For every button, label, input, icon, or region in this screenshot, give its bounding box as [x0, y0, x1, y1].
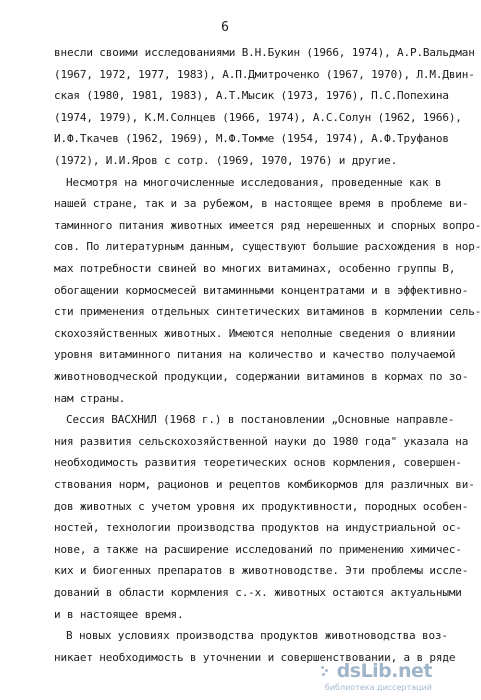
watermark-logo: dsLib.net: [336, 660, 432, 682]
text-line: нове, а также на расширение исследований по применению химичес-: [54, 542, 462, 556]
text-line: И.Ф.Ткачев (1962, 1969), М.Ф.Томме (1954, 1974), А.Ф.Труфанов: [54, 132, 449, 146]
text-line: дований в области кормления с.-х. животных остаются актуальными: [54, 586, 462, 599]
text-line: никает необходимость в уточнении и совершенствовании, а в ряде: [54, 650, 456, 664]
text-line: ствования норм, рационов и рецептов комбикормов для различных ви-: [54, 478, 475, 491]
text-line: животноводческой продукции, содержании витаминов в кормах по зо-: [54, 370, 469, 383]
text-line: необходимость развития теоретических основ кормления, совершен-: [54, 456, 462, 470]
watermark: [324, 660, 432, 696]
text-line: уровня витаминного питания на количество и качество получаемой: [54, 348, 456, 362]
text-line: сов. По литературным данным, существуют большие расхождения в нор-: [54, 240, 481, 254]
text-line: Несмотря на многочисленные исследования, проведенные как в: [66, 175, 442, 189]
text-line: Сессия ВАСХНИЛ (1968 г.) в постановлении „Основные направле-: [66, 413, 455, 427]
text-line: В новых условиях производства продуктов животноводства воз-: [66, 629, 448, 643]
text-line: ская (1980, 1981, 1983), А.Т.Мысик (1973, 1976), П.С.Попехина: [54, 89, 449, 103]
text-line: ния развития сельскохозяйственной науки до 1980 года" указала на: [54, 434, 469, 448]
text-line: (1974, 1979), К.М.Солнцев (1966, 1974), А.С.Солун (1962, 1966),: [54, 110, 462, 124]
text-line: дов животных с учетом уровня их продуктивности, породных особен-: [54, 499, 469, 513]
text-line: таминного питания животных имеется ряд нерешенных и спорных вопро-: [54, 218, 481, 232]
text-line: мах потребности свиней во многих витаминах, особенно группы В,: [54, 262, 456, 275]
watermark-subtitle: библиотека диссертаций: [324, 683, 432, 692]
text-line: и в настоящее время.: [54, 607, 184, 621]
page-number: 6: [221, 20, 229, 35]
text-line: скохозяйственных животных. Имеются неполные сведения о влиянии: [54, 326, 456, 340]
text-line: нам страны.: [54, 391, 126, 405]
text-line: (1972), И.И.Яров с сотр. (1969, 1970, 1976) и другие.: [54, 154, 398, 167]
text-line: (1967, 1972, 1977, 1983), А.П.Дмитроченко (1967, 1970), Л.М.Двин-: [54, 67, 475, 81]
text-line: нашей стране, так и за рубежом, в настоящее время в проблеме ви-: [54, 197, 469, 211]
text-line: внесли своими исследованиями В.Н.Букин (1966, 1974), А.Р.Вальдман: [54, 46, 475, 59]
text-line: ких и биогенных препаратов в животноводстве. Эти проблемы иссле-: [54, 564, 469, 578]
text-line: обогащении кормосмесей витаминными концентратами и в эффективно-: [54, 283, 469, 297]
text-line: сти применения отдельных синтетических витаминов в кормлении сель-: [54, 305, 481, 319]
text-line: ностей, технологии производства продуктов на индустриальной ос-: [54, 521, 462, 535]
